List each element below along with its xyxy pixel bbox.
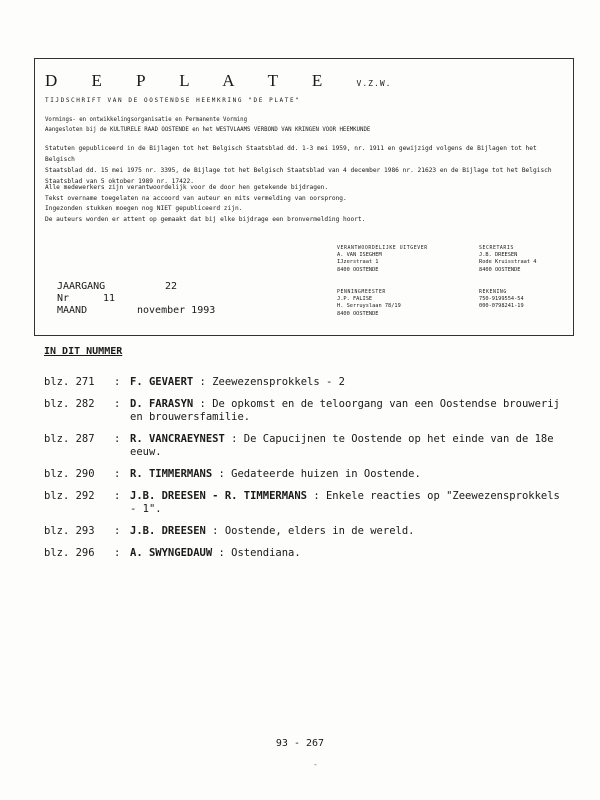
journal-title: D E P L A T E V.Z.W. xyxy=(45,71,392,90)
toc-page: blz. 287 xyxy=(44,433,95,445)
toc-page: blz. 290 xyxy=(44,468,95,480)
footer-mark: - xyxy=(313,760,318,769)
toc-author: R. TIMMERMANS xyxy=(130,468,213,480)
affiliation-line: Aangesloten bij de KULTURELE RAAD OOSTENDE en het WESTVLAAMS VERBOND VAN KRINGEN VOOR HEEMKUNDE xyxy=(45,127,371,133)
toc-entry: blz. 292 : J.B. DREESEN - R. TIMMERMANS : Enkele reacties op "Zeewezensprokkels - 1". xyxy=(44,490,560,515)
organisation-line: Vormings- en ontwikkelingsorganisatie en Permanente Vorming xyxy=(45,117,248,123)
toc-page: blz. 293 xyxy=(44,525,95,537)
toc-title: De Capucijnen te Oostende op het einde van de 18e eeuw. xyxy=(130,433,554,458)
toc-entry: blz. 287 : R. VANCRAEYNEST : De Capucijnen te Oostende op het einde van de 18e eeuw. xyxy=(44,433,554,458)
toc-entry: blz. 271 : F. GEVAERT : Zeewezensprokkels - 2 xyxy=(44,376,345,388)
page-reference: 93 - 267 xyxy=(275,738,325,749)
treasurer-contact: PENNINGMEESTER J.P. FALISE H. Serruyslaan 78/19 8400 OOSTENDE xyxy=(337,290,401,317)
toc-author: J.B. DREESEN - R. TIMMERMANS xyxy=(130,490,308,502)
toc-page: blz. 271 xyxy=(44,376,95,388)
toc-author: R. VANCRAEYNEST xyxy=(130,433,225,445)
jaargang-value: 22 xyxy=(165,281,178,292)
toc-entry: blz. 296 : A. SWYNGEDAUW : Ostendiana. xyxy=(44,547,301,559)
toc-title: Oostende, elders in de wereld. xyxy=(224,525,415,537)
nr-label: Nr xyxy=(57,293,70,304)
toc-title: Ostendiana. xyxy=(231,547,301,559)
maand-value: november 1993 xyxy=(137,305,216,316)
bank-account: REKENING 750-9199554-54 000-0798241-19 xyxy=(479,290,524,310)
toc-author: J.B. DREESEN xyxy=(130,525,206,537)
section-title: IN DIT NUMMER xyxy=(44,346,123,357)
secretary-contact: SECRETARIS J.B. DREESEN Rode Kruisstraat 4 8400 OOSTENDE xyxy=(479,246,537,273)
toc-entry: blz. 290 : R. TIMMERMANS : Gedateerde huizen in Oostende. xyxy=(44,468,421,480)
editor-contact: VERANTWOORDELIJKE UITGEVER A. VAN ISEGHEM IJzerstraat 1 8400 OOSTENDE xyxy=(337,246,428,273)
toc-page: blz. 292 xyxy=(44,490,95,502)
toc-title: Zeewezensprokkels - 2 xyxy=(212,376,345,388)
toc-page: blz. 282 xyxy=(44,398,95,410)
toc-author: F. GEVAERT xyxy=(130,376,194,388)
toc-title: Gedateerde huizen in Oostende. xyxy=(231,468,421,480)
table-of-contents xyxy=(44,376,570,569)
title-suffix: V.Z.W. xyxy=(356,79,392,88)
contributor-notes: Alle medewerkers zijn verantwoordelijk voor de door hen getekende bijdragen. Tekst overname toegelaten na accoord van auteur en mits vermelding van oorsprong. Ingezonden stukken moegen nog NIET gepubliceerd zijn. De auteurs worden er attent op gemaakt dat bij elke bijdrage een bronvermelding hoort. xyxy=(45,184,366,223)
issue-info xyxy=(57,281,215,317)
toc-page: blz. 296 xyxy=(44,547,95,559)
toc-entry: blz. 293 : J.B. DREESEN : Oostende, elders in de wereld. xyxy=(44,525,415,537)
toc-title: Enkele reacties op "Zeewezensprokkels - 1". xyxy=(130,490,560,515)
jaargang-label: JAARGANG xyxy=(57,281,106,292)
journal-subtitle: TIJDSCHRIFT VAN DE OOSTENDSE HEEMKRING "DE PLATE" xyxy=(45,97,301,104)
statutes-text: Statuten gepubliceerd in de Bijlagen tot het Belgisch Staatsblad dd. 1-3 mei 1959, nr. 1911 en gewijzigd volgens de Bijlagen tot het Belgisch Staatsblad dd. 15 mei 1975 nr. 3395, de Bijlage tot het Belgisch Staatsblad van 4 december 1986 nr. 21623 en de Bijlage tot het Belgisch Staatsblad van 5 oktober 1989 nr. 17422. xyxy=(45,145,552,185)
toc-author: D. FARASYN xyxy=(130,398,194,410)
maand-label: MAAND xyxy=(57,305,88,316)
nr-value: 11 xyxy=(103,293,116,304)
toc-title: De opkomst en de teloorgang van een Oostendse brouwerij en brouwersfamilie. xyxy=(130,398,560,423)
toc-entry: blz. 282 : D. FARASYN : De opkomst en de teloorgang van een Oostendse brouwerij en brouwersfamilie. xyxy=(44,398,560,423)
toc-author: A. SWYNGEDAUW xyxy=(130,547,213,559)
masthead-box xyxy=(34,58,574,336)
